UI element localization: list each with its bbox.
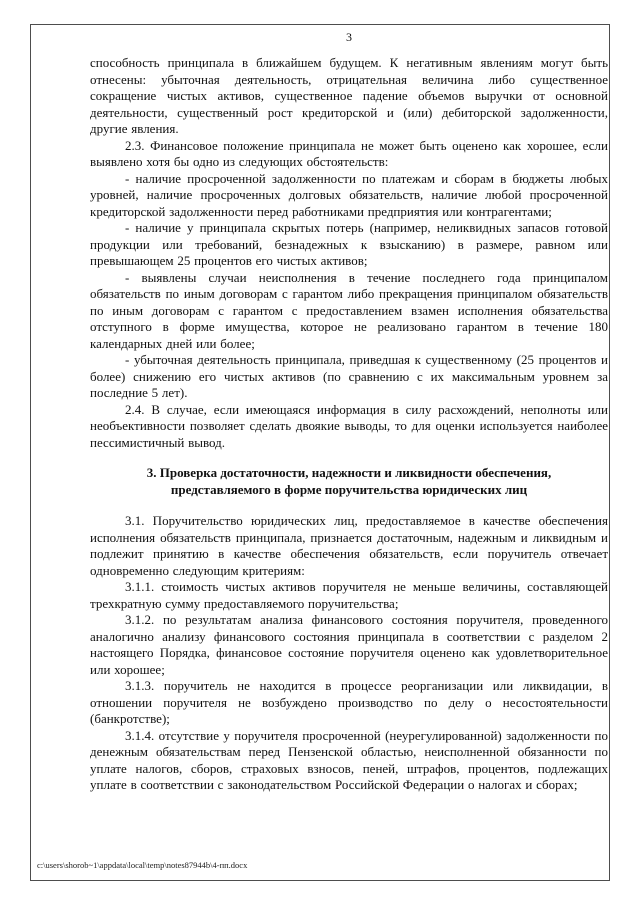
section-3-heading-line-2: представляемого в форме поручительства юридических лиц — [170, 481, 528, 497]
list-item-2-3-c: - выявлены случаи неисполнения в течение последнего года принципалом обязательств по иным договорам с гарантом либо прекращения принципалом обязательств по иным договорам с гарантом с предоставлением взамен исполнения обязательства отступного в форме имущества, которое не реализовано гарантом в течение 180 календарных дней или более; — [90, 269, 608, 351]
section-3-heading-line-1: 3. Проверка достаточности, надежности и ликвидности обеспечения, — [146, 465, 552, 480]
list-item-2-3-a: - наличие просроченной задолженности по платежам и сборам в бюджеты любых уровней, наличие просроченных долговых обязательств, наличие любой просроченной кредиторской задолженности перед работниками предприятия или контрагентами; — [90, 170, 608, 219]
paragraph-2-3: 2.3. Финансовое положение принципала не может быть оценено как хорошее, если выявлено хотя бы одно из следующих обстоятельств: — [90, 137, 608, 169]
list-item-2-3-d: - убыточная деятельность принципала, приведшая к существенному (25 процентов и более) снижению его чистых активов (по сравнению с их максимальным уровнем за последние 5 лет). — [90, 352, 608, 400]
section-3-heading — [90, 465, 608, 498]
paragraph-3-1-2: 3.1.2. по результатам анализа финансового состояния поручителя, проведенного аналогично анализу финансового состояния принципала в соответствии с разделом 2 настоящего Порядка, финансовое состояние поручителя оценено как удовлетворительное или хорошее; — [90, 612, 608, 677]
paragraph-3-1-4: 3.1.4. отсутствие у поручителя просроченной (неурегулированной) задолженности по денежным обязательствам перед Пензенской областью, неисполненной обязанности по уплате налогов, сборов, страховых взносов, пеней, штрафов, процентов, подлежащих уплате в соответствии с законодательством Российской Федерации о налогах и сборах; — [90, 727, 608, 792]
footer-file-path: c:\users\shorob~1\appdata\local\temp\notes87944b\4-пп.docx — [37, 860, 248, 870]
page-number: 3 — [346, 30, 352, 44]
paragraph-3-1-3: 3.1.3. поручитель не находится в процессе реорганизации или ликвидации, в отношении поручителя не возбуждено производство по делу о несостоятельности (банкротстве); — [90, 678, 608, 726]
paragraph-2-4: 2.4. В случае, если имеющаяся информация в силу расхождений, неполноты или необъективности позволяет сделать двоякие выводы, то для оценки используется наиболее пессимистичный вывод. — [90, 401, 608, 450]
paragraph-3-1-1: 3.1.1. стоимость чистых активов поручителя не меньше величины, составляющей трехкратную сумму предоставляемого поручительства; — [90, 579, 608, 611]
list-item-2-3-b: - наличие у принципала скрытых потерь (например, неликвидных запасов готовой продукции или требований, безнадежных к взысканию) в размере, равном или превышающем 25 процентов его чистых активов; — [90, 220, 608, 268]
document-body — [90, 55, 608, 794]
paragraph-continuation: способность принципала в ближайшем будущем. К негативным явлениям могут быть отнесены: убыточная деятельность, отрицательная величина либо существенное сокращение чистых активов, существенное падение объемов выручки от основной деятельности, существенный рост кредиторской и (или) дебиторской задолженности, другие явления. — [90, 55, 608, 136]
paragraph-3-1: 3.1. Поручительство юридических лиц, предоставляемое в качестве обеспечения исполнения обязательств принципала, признается достаточным, надежным и ликвидным и подлежит принятию в качестве обеспечения обязательств, если поручитель отвечает одновременно следующим критериям: — [90, 513, 608, 578]
